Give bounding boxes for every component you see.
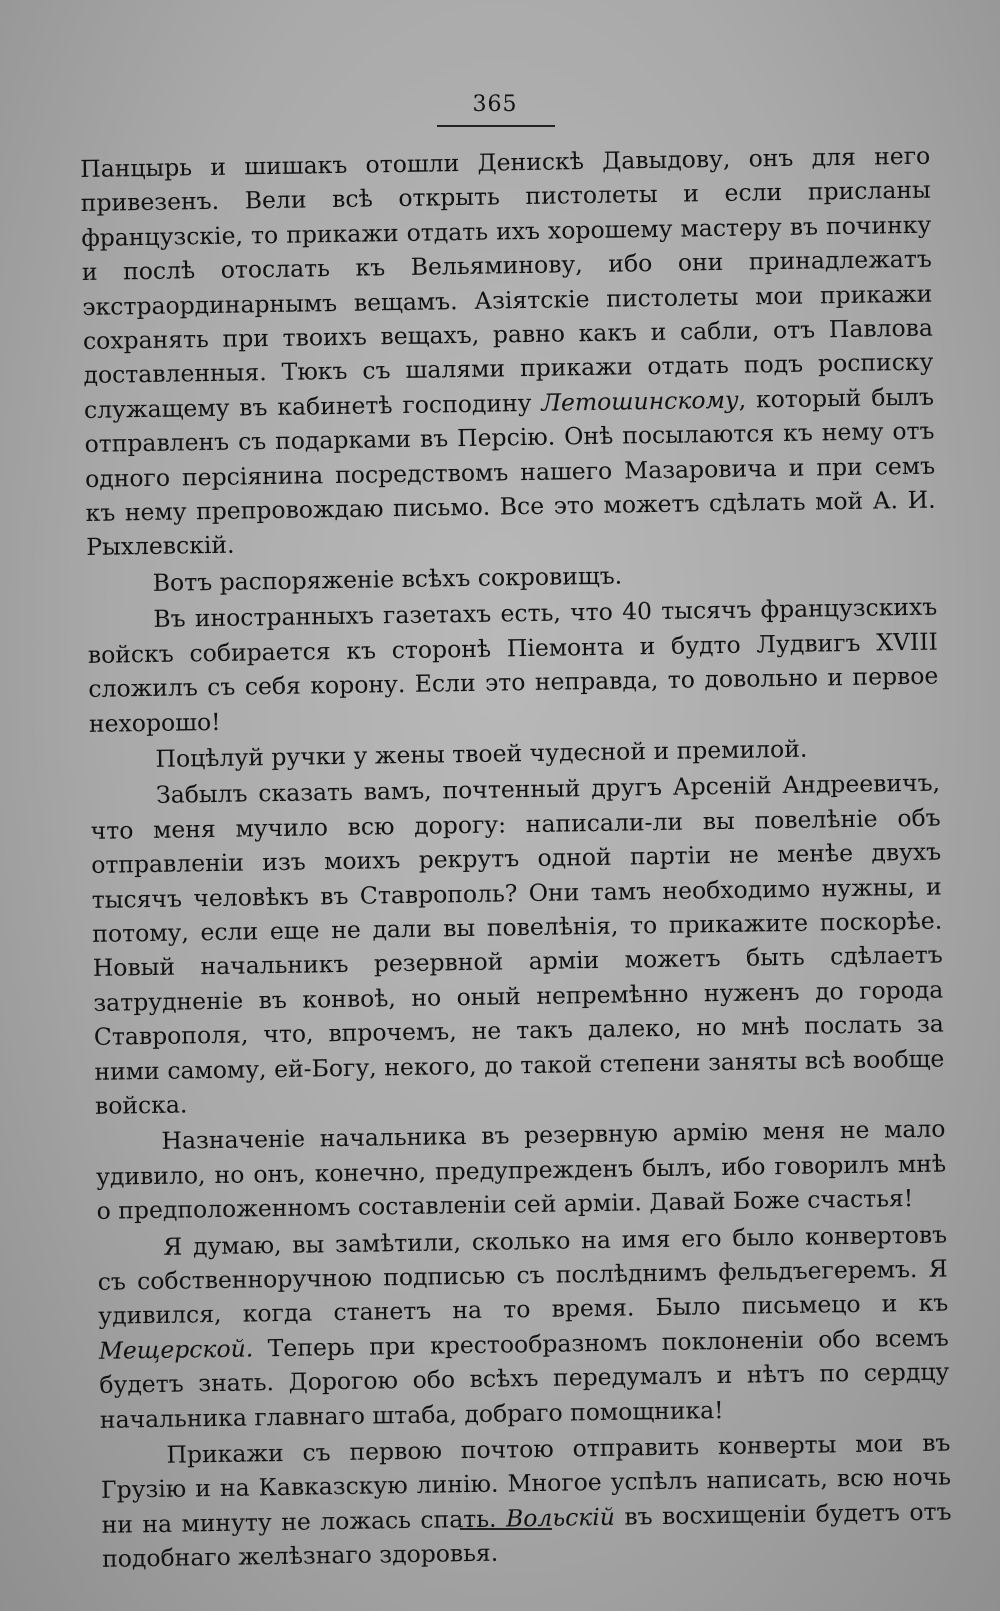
paragraph-6: Назначенiе начальника въ резервную армiю меня не мало удивило, но онъ, конечно, предупрежденъ былъ, ибо говорилъ мнѣ о предположенномъ составленiи сей армiи. Давай Боже счастья! [95,1114,947,1226]
paragraph-8-text-b: въ восхищенiи будетъ отъ подобнаго желѣзнаго здоровья. [101,1497,952,1574]
footer-rule [460,1528,552,1530]
paragraph-1-text-b: , который былъ отправленъ съ подарками въ Персiю. Онѣ посылаются къ нему отъ одного персiянина посредствомъ нашего Мазаровича и при семъ къ нему препровождаю письмо. Все это можетъ сдѣлать мой А. И. Рыхлевскiй. [84,382,936,562]
paragraph-7 [97,1217,950,1437]
italic-name-volsky: Вольскiй [505,1502,616,1533]
header-rule [437,125,555,127]
italic-name-meshcherskaya: Мещерской. [98,1334,254,1365]
italic-name-letoshinsky: Летошинскому [541,385,739,417]
paragraph-3: Въ иностранныхъ газетахъ есть, что 40 тысячъ французскихъ войскъ собирается къ сторонѣ Пiемонта и будто Лудвигъ XVIII сложилъ съ себя корону. Если это неправда, то довольно и первое нехорошо! [87,592,939,738]
paragraph-7-text-b: Теперь при крестообразномъ поклоненiи обо всемъ будетъ знать. Дорогою обо всѣхъ передумалъ и нѣтъ по сердцу начальника главнаго штаба, добраго помощника! [99,1323,950,1434]
paragraph-7-text-a: Я думаю, вы замѣтили, сколько на имя его было конвертовъ съ собственноручною подписью съ послѣднимъ фельдъегеремъ. Я удивился, когда станетъ на то время. Было письмецо и къ [97,1220,949,1331]
paragraph-2: Вотъ распоряженiе всѣхъ сокровищъ. [152,561,623,597]
page-number: 365 [472,92,518,117]
paragraph-5: Забылъ сказать вамъ, почтенный другъ Арсенiй Андреевичъ, что меня мучило всю дорогу: написали-ли вы повелѣнiе объ отправленiи изъ моихъ рекрутъ одной партiи не менѣе двухъ тысячъ человѣкъ въ Ставрополь? Они тамъ необходимо нужны, и потому, если еще не дали вы повелѣнiя, то прикажите поскорѣе. Новый начальникъ резервной армiи можетъ быть сдѣлаетъ затрудненiе въ конвоѣ, но оный непремѣнно нуженъ до города Ставрополя, что, впрочемъ, не такъ далеко, но мнѣ послать за ними самому, ей-Богу, некого, до такой степени заняты всѣ вообще войска. [90,768,945,1120]
paragraph-1 [80,139,936,565]
paragraph-8 [100,1426,952,1577]
paragraph-4: Поцѣлуй ручки у жены твоей чудесной и премилой. [155,734,808,773]
letter-body [80,139,952,1579]
paragraph-8-text-a: Прикажи съ первою почтою отправить конверты мои въ Грузiю и на Кавказскую линiю. Многое успѣлъ написать, всю ночь ни на минуту не ложась спать. [100,1428,952,1539]
paragraph-1-text-a: Панцырь и шишакъ отошли Денискѣ Давыдову, онъ для него привезенъ. Вели всѣ открыть пистолеты и если присланы французскiе, то прикажи отдать ихъ хорошему мастеру въ починку и послѣ отослать къ Вельяминову, ибо они принадлежатъ экстраординарнымъ вещамъ. Азiятскiе пистолеты мои прикажи сохранять при твоихъ вещахъ, равно какъ и сабли, отъ Павлова доставленныя. Тюкъ съ шалями прикажи отдать подъ росписку служащему въ кабинетѣ господину [80,141,934,424]
